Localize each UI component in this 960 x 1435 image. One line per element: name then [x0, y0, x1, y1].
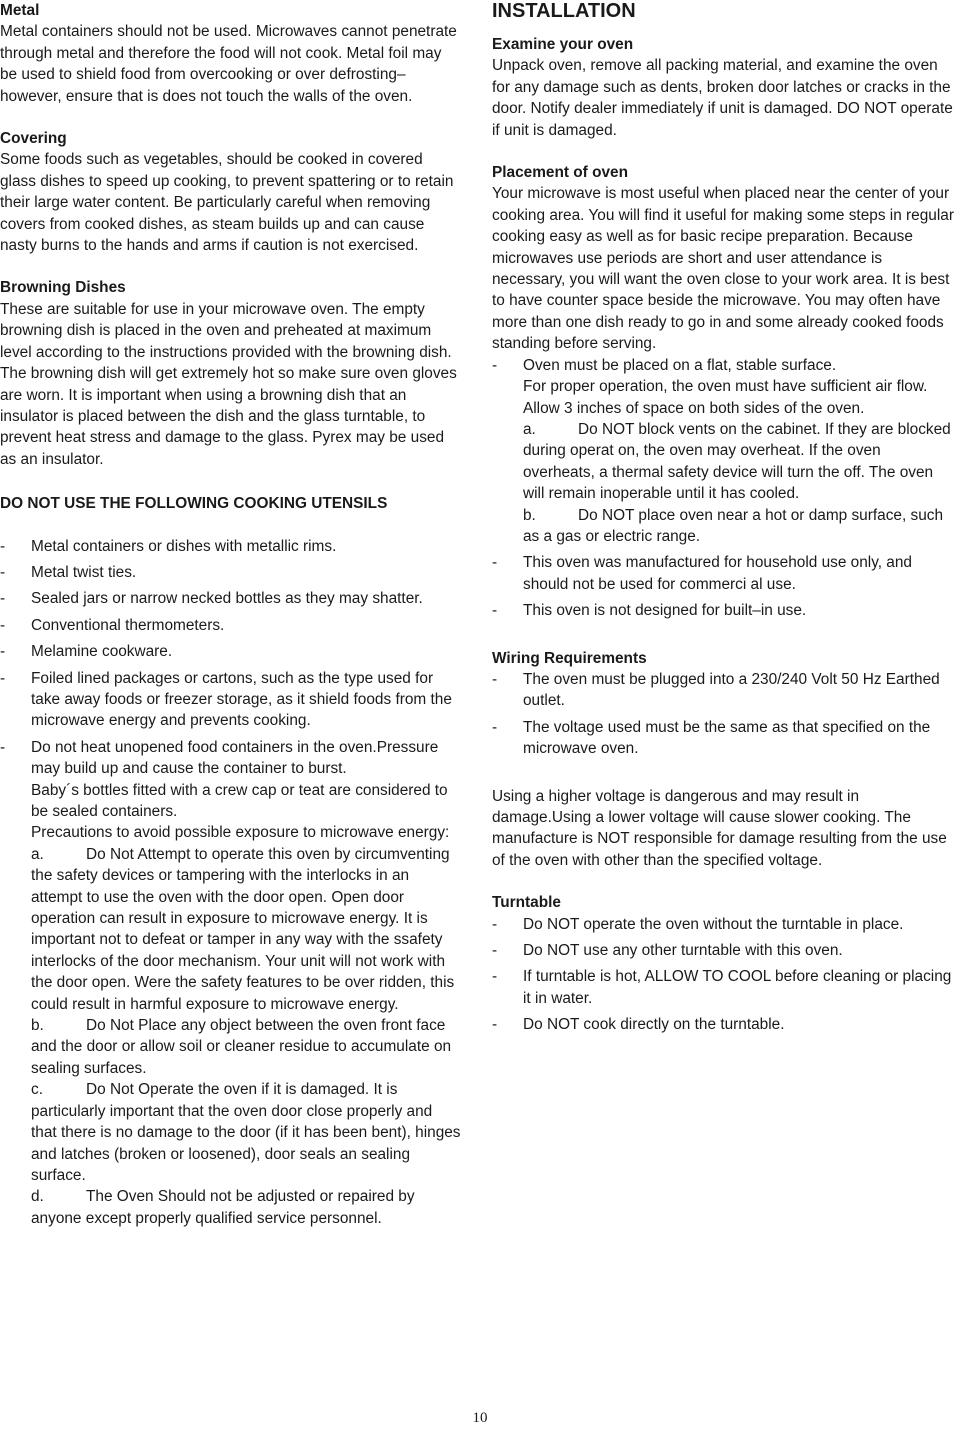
list-item [0, 668, 462, 732]
dash-marker: - [0, 738, 6, 756]
right-column [492, 0, 954, 1041]
list-item [492, 966, 954, 1009]
dash-marker: - [0, 537, 6, 555]
list-item [0, 737, 462, 1229]
precaution-c [31, 1079, 462, 1186]
turntable-heading: Turntable [492, 894, 561, 912]
precautions-intro: Precautions to avoid possible exposure to microwave energy: [31, 824, 450, 842]
list-item-text: This oven was manufactured for household use only, and should not be used for commerci al use. [523, 554, 912, 593]
dash-marker: - [0, 616, 6, 634]
list-item [0, 615, 462, 636]
dash-marker: - [0, 669, 6, 687]
sub-label: b. [523, 506, 536, 524]
list-item [0, 536, 462, 557]
list-item-text: The oven must be plugged into a 230/240 Volt 50 Hz Earthed outlet. [523, 670, 940, 710]
sub-label: c. [31, 1081, 43, 1099]
dash-marker: - [0, 643, 6, 661]
covering-text: Some foods such as vegetables, should be cooked in covered glass dishes to speed up cooking, to prevent spattering or to retain their large water content. Be particularly careful when removing covers from cooked dishes, as steam builds up and can cause nasty burns to the hands and arms if caution is not exercised. [0, 151, 454, 255]
wiring-heading: Wiring Requirements [492, 649, 647, 667]
list-item [492, 914, 954, 935]
list-item [0, 562, 462, 583]
list-item [492, 940, 954, 961]
covering-heading: Covering [0, 130, 67, 148]
dash-marker: - [492, 1016, 498, 1034]
list-item [492, 552, 954, 595]
dash-marker: - [492, 554, 498, 572]
list-item-text: Sealed jars or narrow necked bottles as they may shatter. [31, 590, 423, 608]
dash-marker: - [0, 590, 6, 608]
list-item-text: This oven is not designed for built–in use. [523, 602, 807, 620]
list-item-text: Foiled lined packages or cartons, such as the type used for take away foods or freezer storage, as it shield foods from the microwave energy and prevents cooking. [31, 669, 452, 730]
browning-text: These are suitable for use in your microwave oven. The empty browning dish is placed in the oven and preheated at maximum level according to the instructions provided with the browning dish. The browning dish will get extremely hot so make sure oven gloves are worn. It is important when using a browning dish that an insulator is placed between the dish and the glass turntable, to prevent heat stress and damage to the glass. Pyrex may be used as an insulator. [0, 300, 457, 468]
list-item-text: Oven must be placed on a flat, stable surface. [523, 356, 837, 374]
list-item-text: Metal containers or dishes with metallic rims. [31, 537, 337, 555]
list-item-text: Conventional thermometers. [31, 616, 225, 634]
do-not-use-heading: DO NOT USE THE FOLLOWING COOKING UTENSILS [0, 495, 388, 513]
metal-heading: Metal [0, 2, 40, 19]
precaution-d [31, 1186, 462, 1229]
examine-heading: Examine your oven [492, 36, 634, 53]
browning-heading: Browning Dishes [0, 279, 126, 297]
placement-heading: Placement of oven [492, 164, 628, 182]
placement-text: Your microwave is most useful when placed near the center of your cooking area. You will find it useful for making some steps in regular cooking easy as well as for basic recipe preparation. Because microwaves use periods are short and user attendance is necessary, you will want the oven close to your work area. It is best to have counter space beside the microwave. You may often have more than one dish ready to go in and some already cooked foods standing before serving. [492, 185, 954, 353]
list-item-text: Melamine cookware. [31, 643, 173, 661]
dash-marker: - [492, 356, 498, 374]
list-item-text: Do NOT operate the oven without the turntable in place. [523, 915, 904, 933]
dash-marker: - [492, 602, 498, 620]
sub-text: Do NOT place oven near a hot or damp surface, such as a gas or electric range. [523, 506, 944, 545]
placement-b [523, 505, 954, 548]
dash-marker: - [492, 915, 498, 933]
sub-text: The Oven Should not be adjusted or repaired by anyone except properly qualified service personnel. [31, 1188, 415, 1227]
list-item [492, 355, 954, 548]
list-item-text: Metal twist ties. [31, 563, 137, 581]
list-item-text: Do NOT use any other turntable with this oven. [523, 942, 843, 960]
sub-text: Do NOT block vents on the cabinet. If they are blocked during operat on, the oven may overheat. If the oven overheats, a thermal safety device will turn the off. The oven will remain inoperable until it has cooled. [523, 420, 951, 503]
list-item [492, 669, 954, 712]
left-column [0, 0, 462, 1229]
list-item [492, 600, 954, 621]
sub-text: Do Not Operate the oven if it is damaged. It is particularly important that the oven door close properly and that there is no damage to the door (if it has been bent), hinges and latches (broken or loosened), door seals an sealing surface. [31, 1081, 461, 1184]
sub-label: a. [31, 845, 44, 863]
dash-marker: - [492, 968, 498, 986]
list-item-text: Do NOT cook directly on the turntable. [523, 1016, 785, 1034]
dash-marker: - [492, 942, 498, 960]
list-item-text: Do not heat unopened food containers in the oven.Pressure may build up and cause the container to burst. [31, 738, 439, 778]
list-item-text: If turntable is hot, ALLOW TO COOL before cleaning or placing it in water. [523, 968, 952, 1007]
precaution-b [31, 1015, 462, 1079]
list-item [492, 1014, 954, 1035]
sub-label: a. [523, 420, 536, 438]
dash-marker: - [492, 718, 498, 736]
list-item-text: The voltage used must be the same as that specified on the microwave oven. [523, 718, 931, 758]
list-item [0, 588, 462, 609]
list-item [0, 641, 462, 662]
sub-label: b. [31, 1017, 44, 1035]
airflow-note: For proper operation, the oven must have sufficient air flow. Allow 3 inches of space on both sides of the oven. [523, 378, 928, 417]
metal-text: Metal containers should not be used. Microwaves cannot penetrate through metal and therefore the food will not cook. Metal foil may be used to shield food from overcooking or over defrosting–however, ensure that is does not touch the walls of the oven. [0, 23, 457, 105]
installation-title: INSTALLATION [492, 0, 636, 22]
precaution-a [31, 844, 462, 1015]
sub-text: Do Not Place any object between the oven front face and the door or allow soil or cleaner residue to accumulate on sealing surfaces. [31, 1017, 452, 1077]
voltage-text: Using a higher voltage is dangerous and may result in damage.Using a lower voltage will cause slower cooking. The manufacture is NOT responsible for damage resulting from the use of the oven with other than the specified voltage. [492, 787, 947, 869]
page-number: 10 [472, 1410, 488, 1426]
placement-a [523, 419, 954, 505]
examine-text: Unpack oven, remove all packing material, and examine the oven for any damage such as dents, broken door latches or cracks in the door. Notify dealer immediately if unit is damaged. DO NOT operate if unit is damaged. [492, 57, 953, 139]
sub-text: Do Not Attempt to operate this oven by circumventing the safety devices or tampering with the interlocks in an attempt to use the oven with the door open. Open door operation can result in exposure to microwave energy. It is important not to defeat or tamper in any way with the ssafety interlocks of the door mechanism. Your unit will not work with the door open. Were the safety features to be over ridden, this could result in harmful exposure to microwave energy. [31, 845, 455, 1013]
sub-label: d. [31, 1188, 44, 1206]
dash-marker: - [0, 563, 6, 581]
baby-bottles-note: Baby´s bottles fitted with a crew cap or teat are considered to be sealed containers. [31, 781, 448, 820]
dash-marker: - [492, 670, 498, 688]
list-item [492, 717, 954, 760]
